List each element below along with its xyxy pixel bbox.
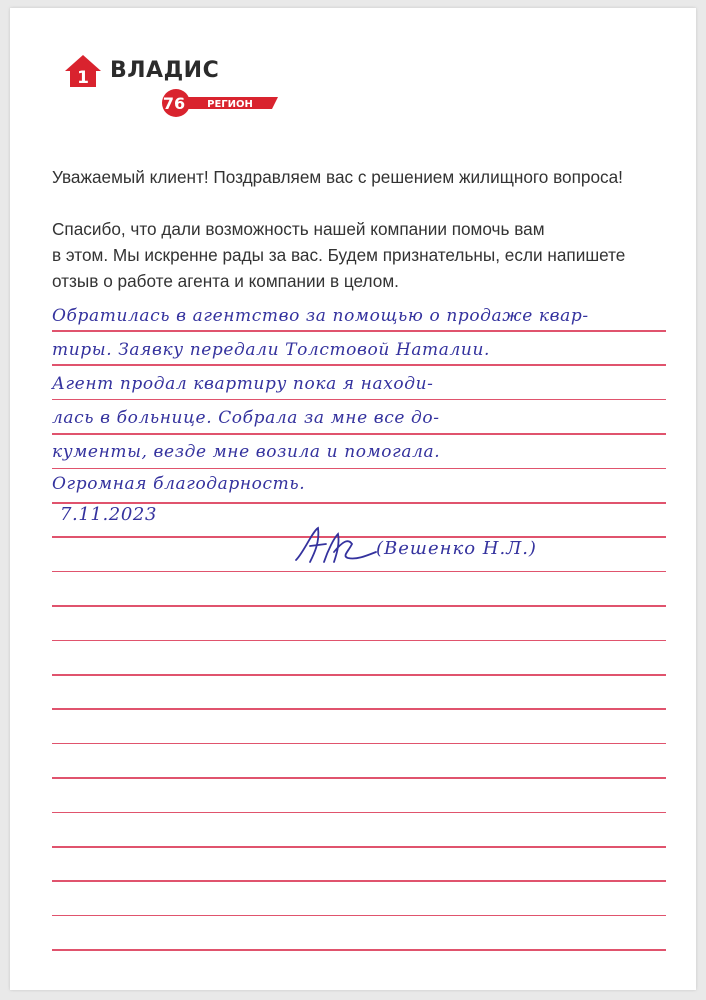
- ruled-line: [52, 949, 666, 951]
- review-line: лась в больнице. Собрала за мне все до-: [52, 408, 440, 428]
- signature-name: (Вешенко Н.Л.): [376, 538, 537, 559]
- letter-body: [52, 216, 692, 294]
- body-line: в этом. Мы искренне рады за вас. Будем признательны, если напишете: [52, 245, 626, 265]
- region-number: 76: [162, 94, 186, 113]
- review-line: Обратилась в агентство за помощью о продаже квар-: [52, 306, 589, 326]
- review-line: Огромная благодарность.: [52, 474, 306, 494]
- signature-scribble: [290, 522, 380, 572]
- ruled-line: [52, 915, 666, 917]
- region-label: РЕГИОН: [207, 99, 253, 110]
- ruled-line: [52, 640, 666, 642]
- letter-page: [10, 8, 696, 990]
- body-line: отзыв о работе агента и компании в целом.: [52, 271, 399, 291]
- ruled-line: [52, 708, 666, 710]
- ruled-line: [52, 330, 666, 332]
- logo-digit: 1: [77, 68, 89, 88]
- region-badge: [162, 88, 280, 118]
- review-line: тиры. Заявку передали Толстовой Наталии.: [52, 340, 491, 360]
- review-line: кументы, везде мне возила и помогала.: [52, 442, 441, 462]
- greeting-text: Уважаемый клиент! Поздравляем вас с решением жилищного вопроса!: [52, 167, 623, 187]
- ruled-line: [52, 743, 666, 745]
- review-date: 7.11.2023: [60, 504, 158, 525]
- ruled-line: [52, 812, 666, 814]
- ruled-line: [52, 433, 666, 435]
- ruled-line: [52, 364, 666, 366]
- ruled-line: [52, 674, 666, 676]
- ruled-line: [52, 880, 666, 882]
- ruled-line: [52, 468, 666, 470]
- ruled-line: [52, 846, 666, 848]
- ruled-line: [52, 605, 666, 607]
- ruled-line: [52, 777, 666, 779]
- vladis-logo: [64, 52, 254, 122]
- review-line: Агент продал квартиру пока я находи-: [52, 374, 434, 394]
- body-line: Спасибо, что дали возможность нашей компании помочь вам: [52, 219, 545, 239]
- ruled-line: [52, 399, 666, 401]
- logo-name: ВЛАДИС: [110, 58, 220, 83]
- house-icon: [64, 54, 102, 88]
